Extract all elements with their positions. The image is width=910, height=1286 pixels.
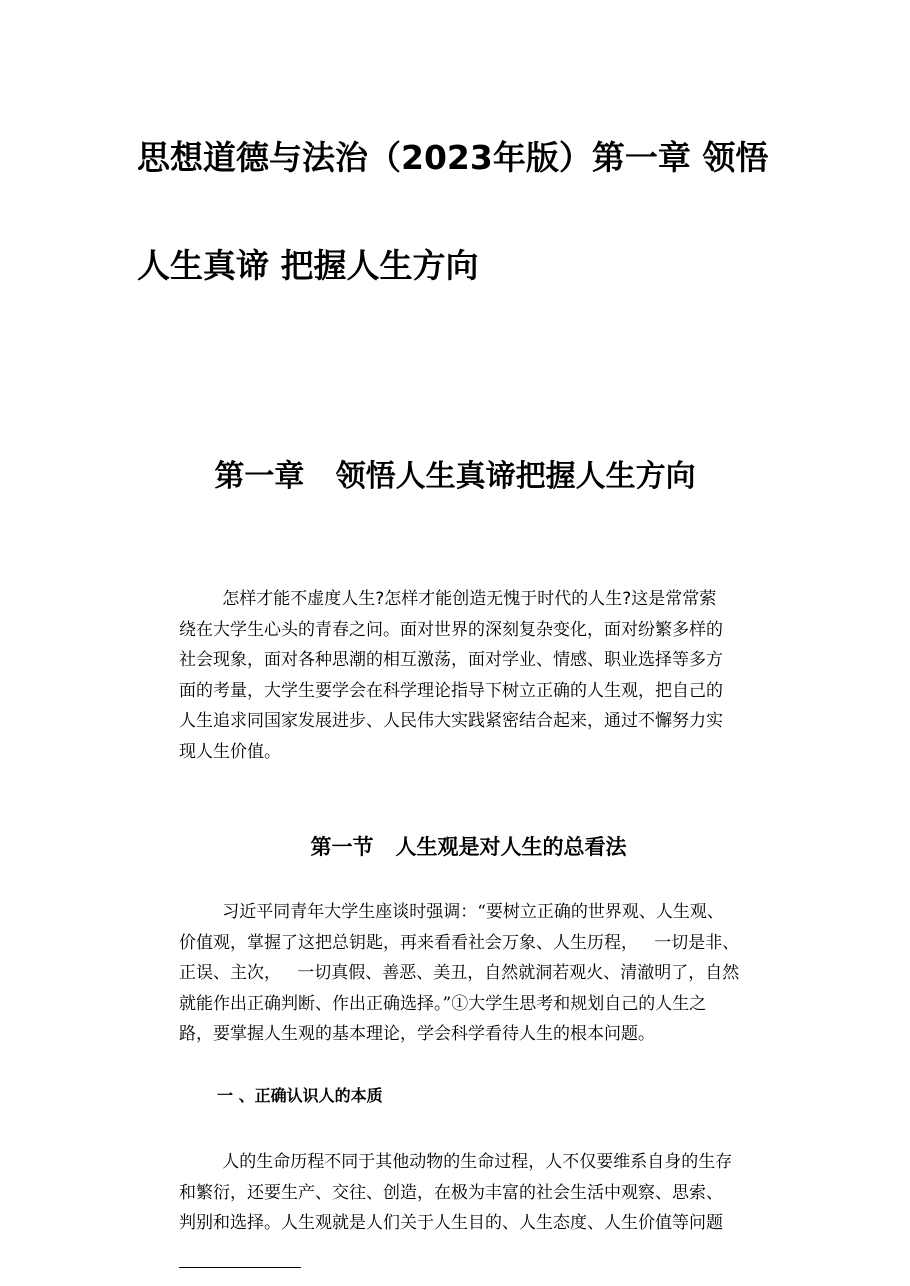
paragraph-line: 人的生命历程不同于其他动物的生命过程，人不仅要维系自身的生存 [179, 1152, 733, 1172]
paragraph-line: 和繁衍，还要生产、交往、创造，在极为丰富的社会生活中观察、思索、 [179, 1182, 723, 1203]
paragraph-line: 人生追求同国家发展进步、人民伟大实践紧密结合起来，通过不懈努力实 [179, 711, 723, 731]
subsection-heading: 一 、正确认识人的本质 [217, 1086, 383, 1105]
paragraph-line: 社会现象，面对各种思潮的相互激荡，面对学业、情感、职业选择等多方 [179, 650, 723, 670]
paragraph-line: 价值观，掌握了这把总钥匙，再来看看社会万象、人生历程， 一切是非、 [179, 932, 740, 953]
document-title [137, 131, 797, 293]
document-title-line-2: 人生真谛 把握人生方向 [137, 246, 479, 285]
quote-paragraph [179, 897, 759, 1050]
paragraph-line: 正误、主次， 一切真假、善恶、美丑，自然就洞若观火、清澈明了，自然 [179, 963, 740, 983]
document-title-line-1: 思想道德与法治（2023年版）第一章 领悟 [137, 138, 769, 177]
footnote-divider [179, 1267, 301, 1268]
paragraph-line: 怎样才能不虚度人生?怎样才能创造无愧于时代的人生?这是常常萦 [179, 589, 717, 609]
paragraph-line: 判别和选择。人生观就是人们关于人生目的、人生态度、人生价值等问题 [179, 1213, 723, 1233]
chapter-heading: 第一章 领悟人生真谛把握人生方向 [214, 459, 696, 494]
paragraph-line: 现人生价值。 [179, 741, 281, 762]
paragraph-line: 绕在大学生心头的青春之问。面对世界的深刻复杂变化，面对纷繁多样的 [179, 619, 723, 640]
section-heading: 第一节 人生观是对人生的总看法 [310, 834, 627, 859]
intro-paragraph [179, 584, 759, 767]
human-nature-paragraph [179, 1147, 759, 1239]
paragraph-line: 路，要掌握人生观的基本理论，学会科学看待人生的根本问题。 [179, 1024, 655, 1044]
paragraph-line: 习近平同青年大学生座谈时强调：“要树立正确的世界观、人生观、 [179, 902, 724, 922]
paragraph-line: 就能作出正确判断、作出正确选择。”①大学生思考和规划自己的人生之 [179, 993, 707, 1014]
paragraph-line: 面的考量，大学生要学会在科学理论指导下树立正确的人生观，把自己的 [179, 680, 723, 701]
